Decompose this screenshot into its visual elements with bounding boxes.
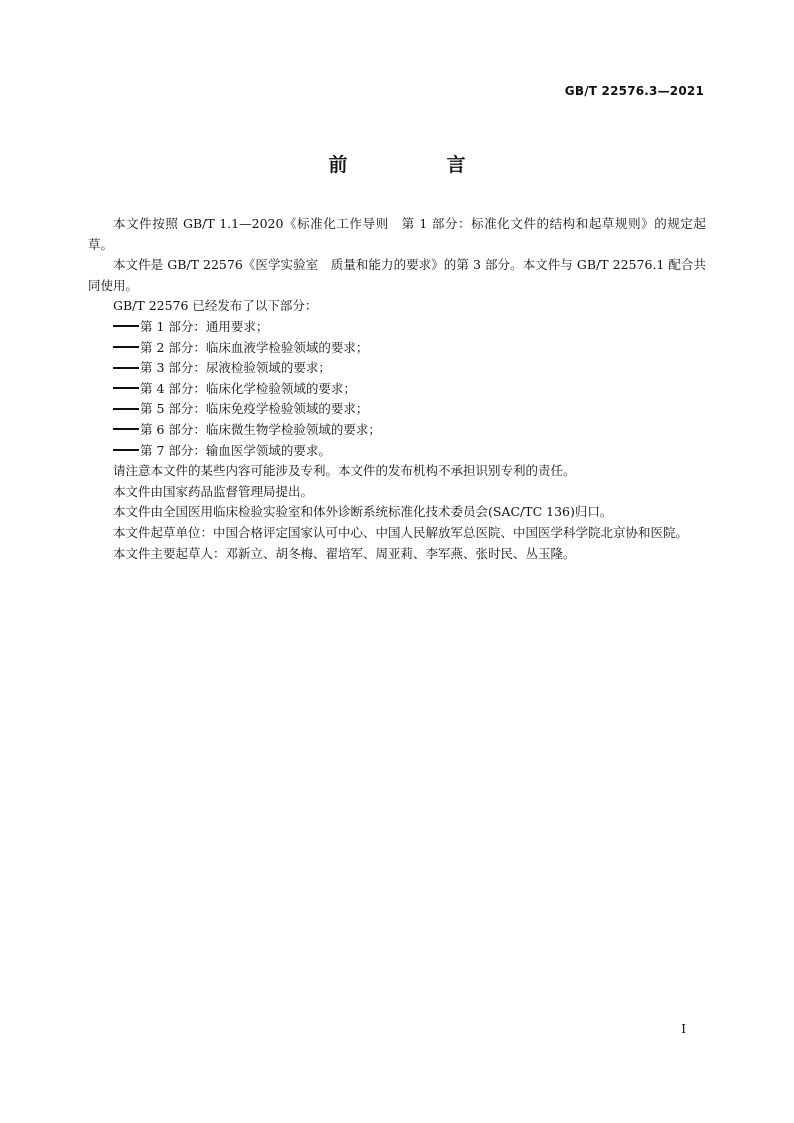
list-item-part-6: 第 6 部分：临床微生物学检验领域的要求； (88, 420, 706, 441)
paragraph-part-of-series: 本文件是 GB/T 22576《医学实验室 质量和能力的要求》的第 3 部分。本文件与 GB/T 22576.1 配合共同使用。 (88, 257, 706, 293)
foreword-body (88, 214, 706, 564)
paragraph-proposed-by: 本文件由国家药品监督管理局提出。 (113, 483, 314, 499)
paragraph-published-parts: GB/T 22576 已经发布了以下部分： (113, 298, 318, 314)
list-item-part-2: 第 2 部分：临床血液学检验领域的要求； (88, 338, 706, 359)
list-item-part-7: 第 7 部分：输血医学领域的要求。 (88, 441, 706, 462)
paragraph-drafting-units: 本文件起草单位：中国合格评定国家认可中心、中国人民解放军总医院、中国医学科学院北京协和医院。 (113, 524, 689, 540)
em-dash-icon (113, 387, 139, 389)
page-title: 前 言 (328, 154, 506, 176)
list-item-part-5: 第 5 部分：临床免疫学检验领域的要求； (88, 399, 706, 420)
paragraph-drafters: 本文件主要起草人：邓新立、胡冬梅、翟培军、周亚莉、李军燕、张时民、丛玉隆。 (113, 545, 576, 561)
standard-code: GB/T 22576.3—2021 (564, 84, 704, 98)
em-dash-icon (113, 428, 139, 430)
paragraph-drafting-rules: 本文件按照 GB/T 1.1—2020《标准化工作导则 第 1 部分：标准化文件的结构和起草规则》的规定起草。 (88, 216, 706, 252)
em-dash-icon (113, 367, 139, 369)
list-item-part-4: 第 4 部分：临床化学检验领域的要求； (88, 379, 706, 400)
em-dash-icon (113, 325, 139, 327)
paragraph-administered-by: 本文件由全国医用临床检验实验室和体外诊断系统标准化技术委员会(SAC/TC 136)归口。 (113, 504, 613, 520)
em-dash-icon (113, 346, 139, 348)
page-number: I (681, 1022, 686, 1036)
paragraph-patent-notice: 请注意本文件的某些内容可能涉及专利。本文件的发布机构不承担识别专利的责任。 (113, 463, 576, 479)
list-item-part-3: 第 3 部分：尿液检验领域的要求； (88, 358, 706, 379)
list-item-part-1: 第 1 部分：通用要求； (88, 317, 706, 338)
em-dash-icon (113, 449, 139, 451)
em-dash-icon (113, 408, 139, 410)
